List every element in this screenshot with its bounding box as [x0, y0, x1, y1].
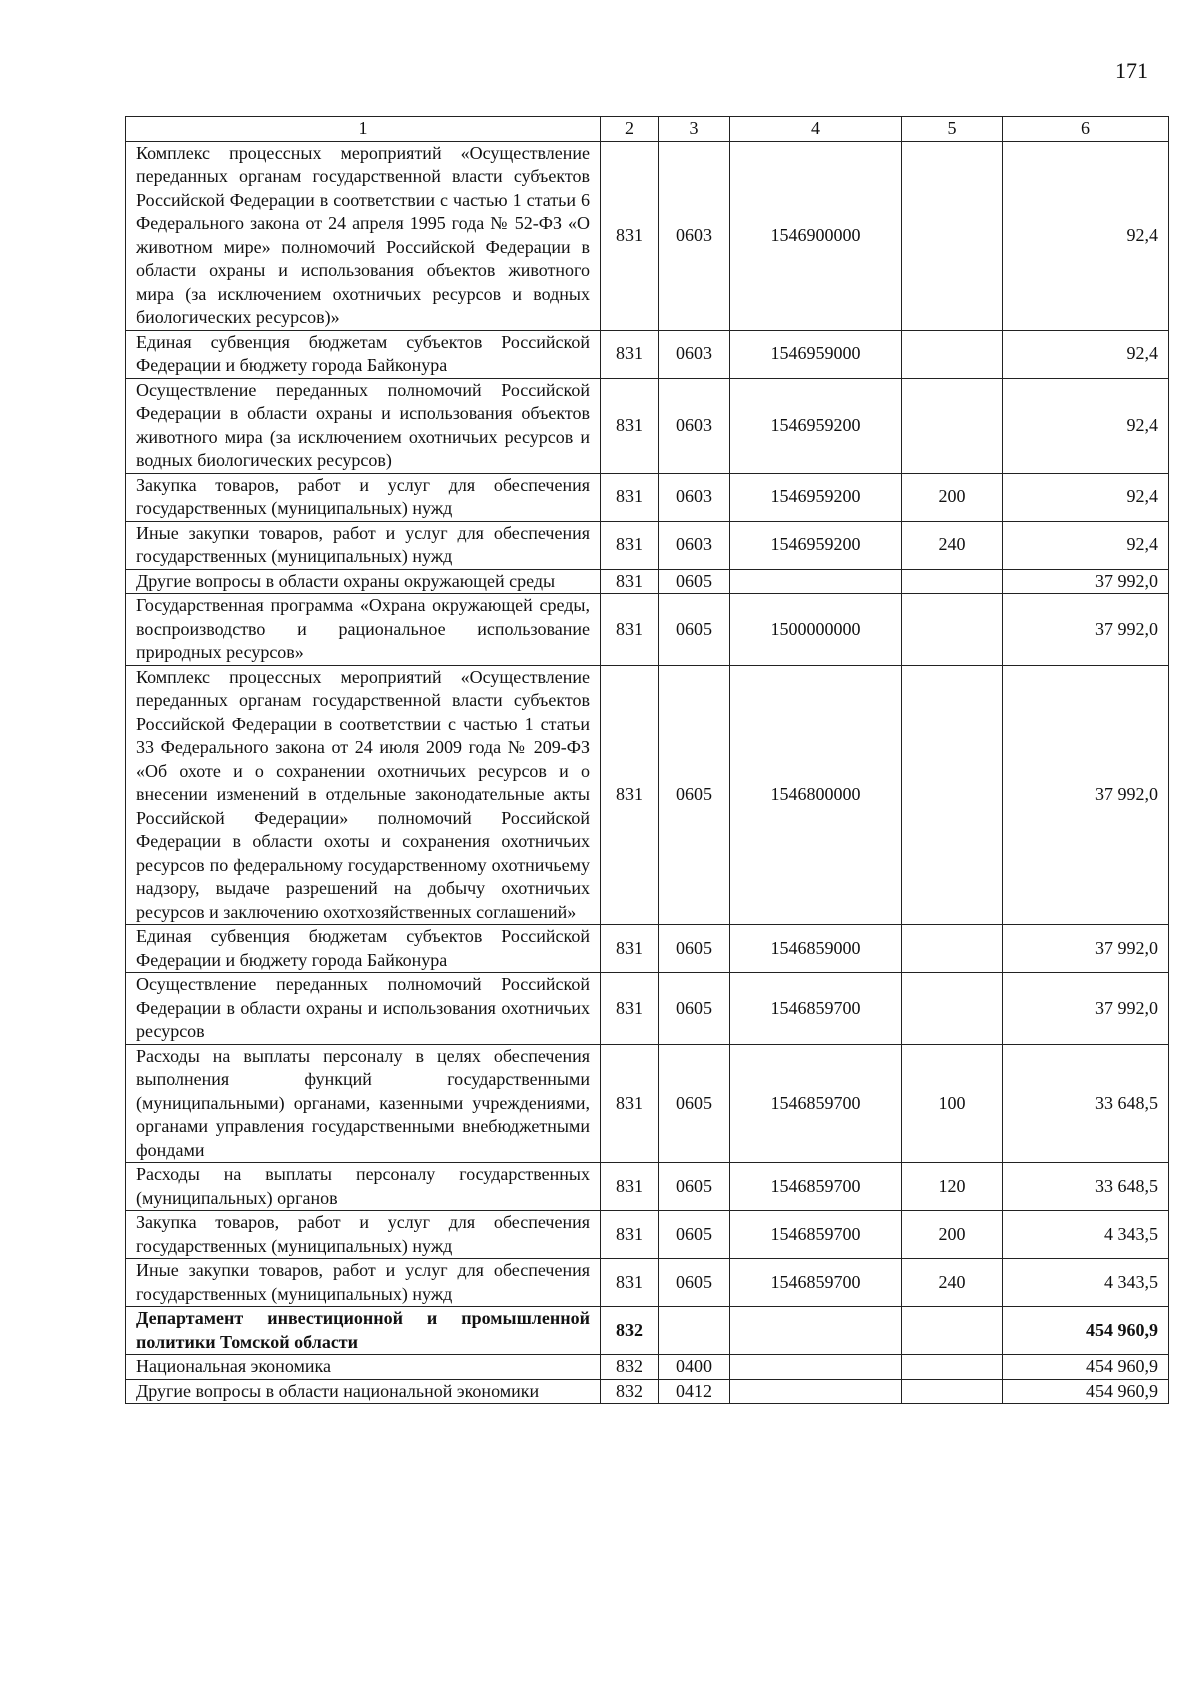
- row-expense-type: 200: [902, 1211, 1003, 1259]
- row-section: 0603: [659, 330, 730, 378]
- row-expense-type: [902, 330, 1003, 378]
- row-amount: 92,4: [1003, 473, 1169, 521]
- row-name: Государственная программа «Охрана окружающей среды, воспроизводство и рациональное использование природных ресурсов»: [126, 594, 601, 666]
- table-row: [126, 594, 1169, 666]
- row-expense-type: [902, 1355, 1003, 1380]
- row-name: Другие вопросы в области охраны окружающей среды: [126, 569, 601, 594]
- row-target: 1546959200: [730, 521, 902, 569]
- row-name: Департамент инвестиционной и промышленной политики Томской области: [126, 1307, 601, 1355]
- row-target: 1546800000: [730, 665, 902, 925]
- row-section: 0605: [659, 973, 730, 1045]
- row-code: 831: [601, 521, 659, 569]
- row-section: 0605: [659, 1259, 730, 1307]
- table-header-row: [126, 117, 1169, 142]
- row-target: 1546859700: [730, 1044, 902, 1163]
- row-name: Иные закупки товаров, работ и услуг для обеспечения государственных (муниципальных) нужд: [126, 521, 601, 569]
- row-name: Комплекс процессных мероприятий «Осуществление переданных органам государственной власти субъектов Российской Федерации в соответствии с частью 1 статьи 33 Федерального закона от 24 июля 2009 года № 209-ФЗ «Об охоте и о сохранении охотничьих ресурсов и о внесении изменений в отдельные законодательные акты Российской Федерации» полномочий Российской Федерации в области охоты и сохранения охотничьих ресурсов по федеральному государственному охотничьему надзору, выдаче разрешений на добычу охотничьих ресурсов и заключению охотхозяйственных соглашений»: [126, 665, 601, 925]
- row-amount: 33 648,5: [1003, 1163, 1169, 1211]
- table-row: [126, 521, 1169, 569]
- row-expense-type: [902, 1379, 1003, 1404]
- header-col-5: 5: [902, 117, 1003, 142]
- table-row: [126, 330, 1169, 378]
- row-amount: 33 648,5: [1003, 1044, 1169, 1163]
- row-name: Расходы на выплаты персоналу государственных (муниципальных) органов: [126, 1163, 601, 1211]
- row-expense-type: 200: [902, 473, 1003, 521]
- row-code: 831: [601, 1211, 659, 1259]
- row-target: 1546900000: [730, 141, 902, 330]
- header-col-3: 3: [659, 117, 730, 142]
- row-expense-type: [902, 925, 1003, 973]
- row-target: 1546859700: [730, 1163, 902, 1211]
- table-row: [126, 1211, 1169, 1259]
- row-code: 831: [601, 1044, 659, 1163]
- table-row: [126, 1379, 1169, 1404]
- row-target: 1546959200: [730, 378, 902, 473]
- row-section: 0603: [659, 378, 730, 473]
- table-row: [126, 141, 1169, 330]
- table-row: [126, 1355, 1169, 1380]
- row-expense-type: [902, 1307, 1003, 1355]
- header-col-6: 6: [1003, 117, 1169, 142]
- row-expense-type: [902, 973, 1003, 1045]
- row-section: 0605: [659, 1163, 730, 1211]
- row-section: 0603: [659, 521, 730, 569]
- row-amount: 37 992,0: [1003, 973, 1169, 1045]
- row-code: 831: [601, 569, 659, 594]
- row-target: 1546859000: [730, 925, 902, 973]
- row-code: 831: [601, 473, 659, 521]
- row-name: Иные закупки товаров, работ и услуг для обеспечения государственных (муниципальных) нужд: [126, 1259, 601, 1307]
- row-amount: 92,4: [1003, 141, 1169, 330]
- row-amount: 37 992,0: [1003, 925, 1169, 973]
- table-row: [126, 925, 1169, 973]
- header-col-2: 2: [601, 117, 659, 142]
- row-expense-type: [902, 378, 1003, 473]
- row-expense-type: 240: [902, 521, 1003, 569]
- row-code: 831: [601, 141, 659, 330]
- row-code: 831: [601, 925, 659, 973]
- row-code: 832: [601, 1307, 659, 1355]
- row-section: 0400: [659, 1355, 730, 1380]
- row-amount: 454 960,9: [1003, 1355, 1169, 1380]
- row-code: 831: [601, 665, 659, 925]
- row-name: Национальная экономика: [126, 1355, 601, 1380]
- row-target: [730, 1307, 902, 1355]
- row-expense-type: [902, 569, 1003, 594]
- row-section: 0605: [659, 925, 730, 973]
- budget-table: [125, 116, 1169, 1404]
- table-row: [126, 973, 1169, 1045]
- row-name: Закупка товаров, работ и услуг для обеспечения государственных (муниципальных) нужд: [126, 473, 601, 521]
- row-amount: 4 343,5: [1003, 1259, 1169, 1307]
- row-target: 1546959200: [730, 473, 902, 521]
- row-code: 832: [601, 1379, 659, 1404]
- row-name: Осуществление переданных полномочий Российской Федерации в области охраны и использования охотничьих ресурсов: [126, 973, 601, 1045]
- row-code: 831: [601, 594, 659, 666]
- row-code: 831: [601, 1259, 659, 1307]
- table-row: [126, 1259, 1169, 1307]
- row-section: 0605: [659, 594, 730, 666]
- row-code: 831: [601, 330, 659, 378]
- row-section: 0603: [659, 473, 730, 521]
- row-target: [730, 1355, 902, 1380]
- page-number: 171: [1115, 58, 1148, 83]
- row-expense-type: [902, 665, 1003, 925]
- row-amount: 4 343,5: [1003, 1211, 1169, 1259]
- row-amount: 92,4: [1003, 378, 1169, 473]
- row-target: [730, 1379, 902, 1404]
- header-col-1: 1: [126, 117, 601, 142]
- row-amount: 92,4: [1003, 521, 1169, 569]
- row-name: Единая субвенция бюджетам субъектов Российской Федерации и бюджету города Байконура: [126, 330, 601, 378]
- row-section: 0605: [659, 665, 730, 925]
- row-amount: 454 960,9: [1003, 1379, 1169, 1404]
- table-row: [126, 1163, 1169, 1211]
- row-name: Другие вопросы в области национальной экономики: [126, 1379, 601, 1404]
- row-code: 831: [601, 1163, 659, 1211]
- row-target: 1546859700: [730, 973, 902, 1045]
- row-target: 1546859700: [730, 1211, 902, 1259]
- row-target: [730, 569, 902, 594]
- row-target: 1500000000: [730, 594, 902, 666]
- row-expense-type: [902, 594, 1003, 666]
- table-row: [126, 378, 1169, 473]
- row-name: Расходы на выплаты персоналу в целях обеспечения выполнения функций государственными (муниципальными) органами, казенными учреждениями, органами управления государственными внебюджетными фондами: [126, 1044, 601, 1163]
- row-amount: 37 992,0: [1003, 594, 1169, 666]
- row-name: Закупка товаров, работ и услуг для обеспечения государственных (муниципальных) нужд: [126, 1211, 601, 1259]
- table-row: [126, 1044, 1169, 1163]
- row-section: 0603: [659, 141, 730, 330]
- row-expense-type: [902, 141, 1003, 330]
- row-name: Осуществление переданных полномочий Российской Федерации в области охраны и использования объектов животного мира (за исключением охотничьих ресурсов и водных биологических ресурсов): [126, 378, 601, 473]
- row-code: 831: [601, 973, 659, 1045]
- header-col-4: 4: [730, 117, 902, 142]
- table-row: [126, 569, 1169, 594]
- row-amount: 37 992,0: [1003, 665, 1169, 925]
- row-expense-type: 120: [902, 1163, 1003, 1211]
- row-expense-type: 100: [902, 1044, 1003, 1163]
- row-name: Единая субвенция бюджетам субъектов Российской Федерации и бюджету города Байконура: [126, 925, 601, 973]
- table-row: [126, 473, 1169, 521]
- row-section: 0412: [659, 1379, 730, 1404]
- row-amount: 37 992,0: [1003, 569, 1169, 594]
- row-amount: 454 960,9: [1003, 1307, 1169, 1355]
- row-expense-type: 240: [902, 1259, 1003, 1307]
- table-row: [126, 665, 1169, 925]
- table-row-department: [126, 1307, 1169, 1355]
- row-section: [659, 1307, 730, 1355]
- row-target: 1546859700: [730, 1259, 902, 1307]
- row-section: 0605: [659, 569, 730, 594]
- row-target: 1546959000: [730, 330, 902, 378]
- row-name: Комплекс процессных мероприятий «Осуществление переданных органам государственной власти субъектов Российской Федерации в соответствии с частью 1 статьи 6 Федерального закона от 24 апреля 1995 года № 52-ФЗ «О животном мире» полномочий Российской Федерации в области охраны и использования объектов животного мира (за исключением охотничьих ресурсов и водных биологических ресурсов)»: [126, 141, 601, 330]
- row-code: 831: [601, 378, 659, 473]
- row-section: 0605: [659, 1211, 730, 1259]
- row-code: 832: [601, 1355, 659, 1380]
- row-amount: 92,4: [1003, 330, 1169, 378]
- row-section: 0605: [659, 1044, 730, 1163]
